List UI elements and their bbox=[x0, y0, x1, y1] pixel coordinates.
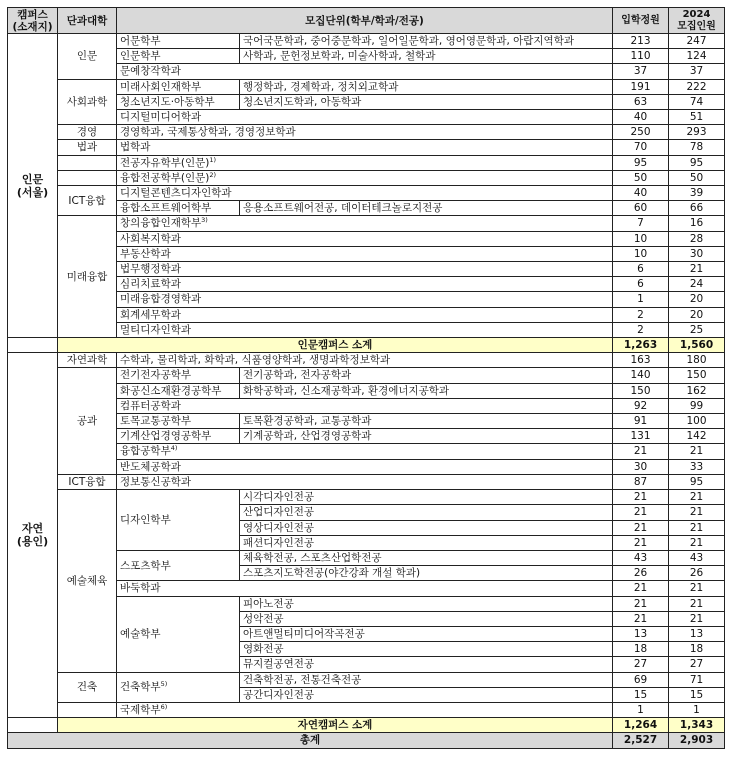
major-cell: 패션디자인전공 bbox=[240, 535, 613, 550]
major-cell: 화학공학과, 신소재공학과, 환경에너지공학과 bbox=[240, 383, 613, 398]
total-recruit: 2,903 bbox=[669, 733, 725, 748]
table-row bbox=[8, 140, 725, 155]
table-row bbox=[8, 353, 725, 368]
quota-cell: 37 bbox=[613, 64, 669, 79]
major-cell: 성악전공 bbox=[240, 611, 613, 626]
dept-cell: 토목교통공학부 bbox=[117, 414, 240, 429]
dept-cell: 정보통신공학과 bbox=[117, 474, 613, 489]
table-row bbox=[8, 186, 725, 201]
quota-cell: 13 bbox=[613, 626, 669, 641]
quota-cell: 92 bbox=[613, 398, 669, 413]
quota-cell: 91 bbox=[613, 414, 669, 429]
dept-cell: 융합소프트웨어학부 bbox=[117, 201, 240, 216]
quota-cell: 40 bbox=[613, 186, 669, 201]
header-unit: 모집단위(학부/학과/전공) bbox=[117, 8, 613, 34]
major-cell: 뮤지컬공연전공 bbox=[240, 657, 613, 672]
header-quota: 입학정원 bbox=[613, 8, 669, 34]
dept-cell: 창의융합인재학부$^{3)}$ bbox=[117, 216, 613, 231]
recruit-cell: 13 bbox=[669, 626, 725, 641]
quota-cell: 15 bbox=[613, 687, 669, 702]
subtotal-recruit: 1,343 bbox=[669, 718, 725, 733]
dept-cell: 반도체공학과 bbox=[117, 459, 613, 474]
admission-quota-table bbox=[7, 7, 725, 749]
quota-cell: 2 bbox=[613, 307, 669, 322]
recruit-cell: 26 bbox=[669, 566, 725, 581]
major-cell: 국어국문학과, 중어중문학과, 일어일문학과, 영어영문학과, 아랍지역학과 bbox=[240, 34, 613, 49]
recruit-cell: 142 bbox=[669, 429, 725, 444]
table-row bbox=[8, 490, 725, 505]
quota-cell: 21 bbox=[613, 581, 669, 596]
recruit-cell: 25 bbox=[669, 322, 725, 337]
major-cell: 기계공학과, 산업경영공학과 bbox=[240, 429, 613, 444]
major-cell: 피아노전공 bbox=[240, 596, 613, 611]
quota-cell: 191 bbox=[613, 79, 669, 94]
header-college: 단과대학 bbox=[58, 8, 117, 34]
dept-cell: 예술학부 bbox=[117, 596, 240, 672]
recruit-cell: 95 bbox=[669, 155, 725, 170]
subtotal-row-natural bbox=[8, 718, 725, 733]
recruit-cell: 27 bbox=[669, 657, 725, 672]
quota-cell: 131 bbox=[613, 429, 669, 444]
recruit-cell: 28 bbox=[669, 231, 725, 246]
quota-cell: 6 bbox=[613, 262, 669, 277]
college-cell: 사회과학 bbox=[58, 79, 117, 125]
table-row bbox=[8, 170, 725, 185]
recruit-cell: 39 bbox=[669, 186, 725, 201]
major-cell: 스포츠지도학전공(야간강좌 개설 학과) bbox=[240, 566, 613, 581]
dept-cell: 전기전자공학부 bbox=[117, 368, 240, 383]
recruit-cell: 20 bbox=[669, 292, 725, 307]
recruit-cell: 100 bbox=[669, 414, 725, 429]
quota-cell: 6 bbox=[613, 277, 669, 292]
major-cell: 행정학과, 경제학과, 정치외교학과 bbox=[240, 79, 613, 94]
recruit-cell: 124 bbox=[669, 49, 725, 64]
major-cell: 사학과, 문헌정보학과, 미술사학과, 철학과 bbox=[240, 49, 613, 64]
dept-cell: 경영학과, 국제통상학과, 경영정보학과 bbox=[117, 125, 613, 140]
college-cell bbox=[58, 170, 117, 185]
major-cell: 시각디자인전공 bbox=[240, 490, 613, 505]
recruit-cell: 21 bbox=[669, 611, 725, 626]
quota-cell: 21 bbox=[613, 596, 669, 611]
quota-cell: 27 bbox=[613, 657, 669, 672]
major-cell: 전기공학과, 전자공학과 bbox=[240, 368, 613, 383]
quota-cell: 21 bbox=[613, 520, 669, 535]
recruit-cell: 18 bbox=[669, 642, 725, 657]
quota-cell: 21 bbox=[613, 611, 669, 626]
dept-cell: 컴퓨터공학과 bbox=[117, 398, 613, 413]
recruit-cell: 51 bbox=[669, 110, 725, 125]
dept-cell: 법학과 bbox=[117, 140, 613, 155]
quota-cell: 1 bbox=[613, 292, 669, 307]
college-cell: 인문 bbox=[58, 34, 117, 80]
subtotal-quota: 1,264 bbox=[613, 718, 669, 733]
recruit-cell: 15 bbox=[669, 687, 725, 702]
recruit-cell: 1 bbox=[669, 702, 725, 717]
college-cell: 법과 bbox=[58, 140, 117, 155]
blank-cell bbox=[8, 338, 58, 353]
major-cell: 응용소프트웨어전공, 데이터테크놀로지전공 bbox=[240, 201, 613, 216]
major-cell: 공간디자인전공 bbox=[240, 687, 613, 702]
dept-cell: 법무행정학과 bbox=[117, 262, 613, 277]
dept-cell: 건축학부$^{5)}$ bbox=[117, 672, 240, 702]
major-cell: 토목환경공학과, 교통공학과 bbox=[240, 414, 613, 429]
recruit-cell: 30 bbox=[669, 246, 725, 261]
major-cell: 산업디자인전공 bbox=[240, 505, 613, 520]
table-row bbox=[8, 672, 725, 687]
dept-cell: 스포츠학부 bbox=[117, 550, 240, 580]
dept-cell: 바둑학과 bbox=[117, 581, 613, 596]
recruit-cell: 16 bbox=[669, 216, 725, 231]
dept-cell: 인문학부 bbox=[117, 49, 240, 64]
recruit-cell: 21 bbox=[669, 505, 725, 520]
quota-cell: 18 bbox=[613, 642, 669, 657]
dept-cell: 미래사회인재학부 bbox=[117, 79, 240, 94]
major-cell: 건축학전공, 전통건축전공 bbox=[240, 672, 613, 687]
subtotal-row-humanities bbox=[8, 338, 725, 353]
quota-cell: 10 bbox=[613, 231, 669, 246]
college-cell: 공과 bbox=[58, 368, 117, 474]
subtotal-label: 인문캠퍼스 소계 bbox=[58, 338, 613, 353]
recruit-cell: 99 bbox=[669, 398, 725, 413]
recruit-cell: 43 bbox=[669, 550, 725, 565]
total-quota: 2,527 bbox=[613, 733, 669, 748]
quota-cell: 60 bbox=[613, 201, 669, 216]
quota-cell: 150 bbox=[613, 383, 669, 398]
table-row bbox=[8, 34, 725, 49]
dept-cell: 심리치료학과 bbox=[117, 277, 613, 292]
quota-cell: 2 bbox=[613, 322, 669, 337]
quota-cell: 250 bbox=[613, 125, 669, 140]
total-row bbox=[8, 733, 725, 748]
recruit-cell: 66 bbox=[669, 201, 725, 216]
major-cell: 청소년지도학과, 아동학과 bbox=[240, 94, 613, 109]
dept-cell: 디자인학부 bbox=[117, 490, 240, 551]
quota-cell: 50 bbox=[613, 170, 669, 185]
quota-cell: 110 bbox=[613, 49, 669, 64]
subtotal-recruit: 1,560 bbox=[669, 338, 725, 353]
recruit-cell: 78 bbox=[669, 140, 725, 155]
table-row bbox=[8, 125, 725, 140]
college-cell bbox=[58, 155, 117, 170]
major-cell: 영화전공 bbox=[240, 642, 613, 657]
header-campus: 캠퍼스 (소재지) bbox=[8, 8, 58, 34]
quota-cell: 21 bbox=[613, 535, 669, 550]
quota-cell: 26 bbox=[613, 566, 669, 581]
quota-cell: 21 bbox=[613, 505, 669, 520]
recruit-cell: 37 bbox=[669, 64, 725, 79]
college-cell: 미래융합 bbox=[58, 216, 117, 338]
table-row bbox=[8, 702, 725, 717]
quota-cell: 70 bbox=[613, 140, 669, 155]
dept-cell: 수학과, 물리학과, 화학과, 식품영양학과, 생명과학정보학과 bbox=[117, 353, 613, 368]
table-row bbox=[8, 79, 725, 94]
table-row bbox=[8, 368, 725, 383]
quota-cell: 30 bbox=[613, 459, 669, 474]
college-cell: ICT융합 bbox=[58, 186, 117, 216]
dept-cell: 융합전공학부(인문)$^{2)}$ bbox=[117, 170, 613, 185]
quota-cell: 7 bbox=[613, 216, 669, 231]
quota-cell: 69 bbox=[613, 672, 669, 687]
dept-cell: 부동산학과 bbox=[117, 246, 613, 261]
recruit-cell: 21 bbox=[669, 520, 725, 535]
college-cell bbox=[58, 702, 117, 717]
major-cell: 체육학전공, 스포츠산업학전공 bbox=[240, 550, 613, 565]
quota-cell: 87 bbox=[613, 474, 669, 489]
dept-cell: 문예창작학과 bbox=[117, 64, 613, 79]
recruit-cell: 21 bbox=[669, 596, 725, 611]
recruit-cell: 95 bbox=[669, 474, 725, 489]
dept-cell: 국제학부$^{6)}$ bbox=[117, 702, 613, 717]
recruit-cell: 33 bbox=[669, 459, 725, 474]
recruit-cell: 74 bbox=[669, 94, 725, 109]
recruit-cell: 21 bbox=[669, 581, 725, 596]
quota-cell: 21 bbox=[613, 490, 669, 505]
college-cell: 경영 bbox=[58, 125, 117, 140]
recruit-cell: 21 bbox=[669, 444, 725, 459]
dept-cell: 청소년지도·아동학부 bbox=[117, 94, 240, 109]
recruit-cell: 162 bbox=[669, 383, 725, 398]
subtotal-quota: 1,263 bbox=[613, 338, 669, 353]
quota-cell: 163 bbox=[613, 353, 669, 368]
recruit-cell: 20 bbox=[669, 307, 725, 322]
recruit-cell: 21 bbox=[669, 535, 725, 550]
quota-cell: 63 bbox=[613, 94, 669, 109]
recruit-cell: 222 bbox=[669, 79, 725, 94]
dept-cell: 사회복지학과 bbox=[117, 231, 613, 246]
college-cell: 건축 bbox=[58, 672, 117, 702]
quota-cell: 43 bbox=[613, 550, 669, 565]
recruit-cell: 150 bbox=[669, 368, 725, 383]
recruit-cell: 50 bbox=[669, 170, 725, 185]
major-cell: 영상디자인전공 bbox=[240, 520, 613, 535]
quota-cell: 10 bbox=[613, 246, 669, 261]
college-cell: 예술체육 bbox=[58, 490, 117, 672]
subtotal-label: 자연캠퍼스 소계 bbox=[58, 718, 613, 733]
quota-cell: 1 bbox=[613, 702, 669, 717]
quota-cell: 21 bbox=[613, 444, 669, 459]
dept-cell: 디지털콘텐츠디자인학과 bbox=[117, 186, 613, 201]
table-row bbox=[8, 216, 725, 231]
table-row bbox=[8, 474, 725, 489]
recruit-cell: 71 bbox=[669, 672, 725, 687]
campus-humanities: 인문 (서울) bbox=[8, 34, 58, 338]
dept-cell: 회계세무학과 bbox=[117, 307, 613, 322]
quota-cell: 140 bbox=[613, 368, 669, 383]
table-row bbox=[8, 155, 725, 170]
college-cell: 자연과학 bbox=[58, 353, 117, 368]
major-cell: 아트앤멀티미디어작곡전공 bbox=[240, 626, 613, 641]
dept-cell: 융합공학부$^{4)}$ bbox=[117, 444, 613, 459]
dept-cell: 멀티디자인학과 bbox=[117, 322, 613, 337]
recruit-cell: 24 bbox=[669, 277, 725, 292]
quota-cell: 40 bbox=[613, 110, 669, 125]
quota-cell: 213 bbox=[613, 34, 669, 49]
recruit-cell: 21 bbox=[669, 490, 725, 505]
dept-cell: 기계산업경영공학부 bbox=[117, 429, 240, 444]
dept-cell: 디지털미디어학과 bbox=[117, 110, 613, 125]
recruit-cell: 247 bbox=[669, 34, 725, 49]
header-row bbox=[8, 8, 725, 34]
recruit-cell: 21 bbox=[669, 262, 725, 277]
dept-cell: 미래융합경영학과 bbox=[117, 292, 613, 307]
header-recruit: 2024 모집인원 bbox=[669, 8, 725, 34]
college-cell: ICT융합 bbox=[58, 474, 117, 489]
campus-natural: 자연 (용인) bbox=[8, 353, 58, 718]
blank-cell bbox=[8, 718, 58, 733]
recruit-cell: 293 bbox=[669, 125, 725, 140]
dept-cell: 화공신소재환경공학부 bbox=[117, 383, 240, 398]
recruit-cell: 180 bbox=[669, 353, 725, 368]
dept-cell: 어문학부 bbox=[117, 34, 240, 49]
quota-cell: 95 bbox=[613, 155, 669, 170]
total-label: 총계 bbox=[8, 733, 613, 748]
dept-cell: 전공자유학부(인문)$^{1)}$ bbox=[117, 155, 613, 170]
